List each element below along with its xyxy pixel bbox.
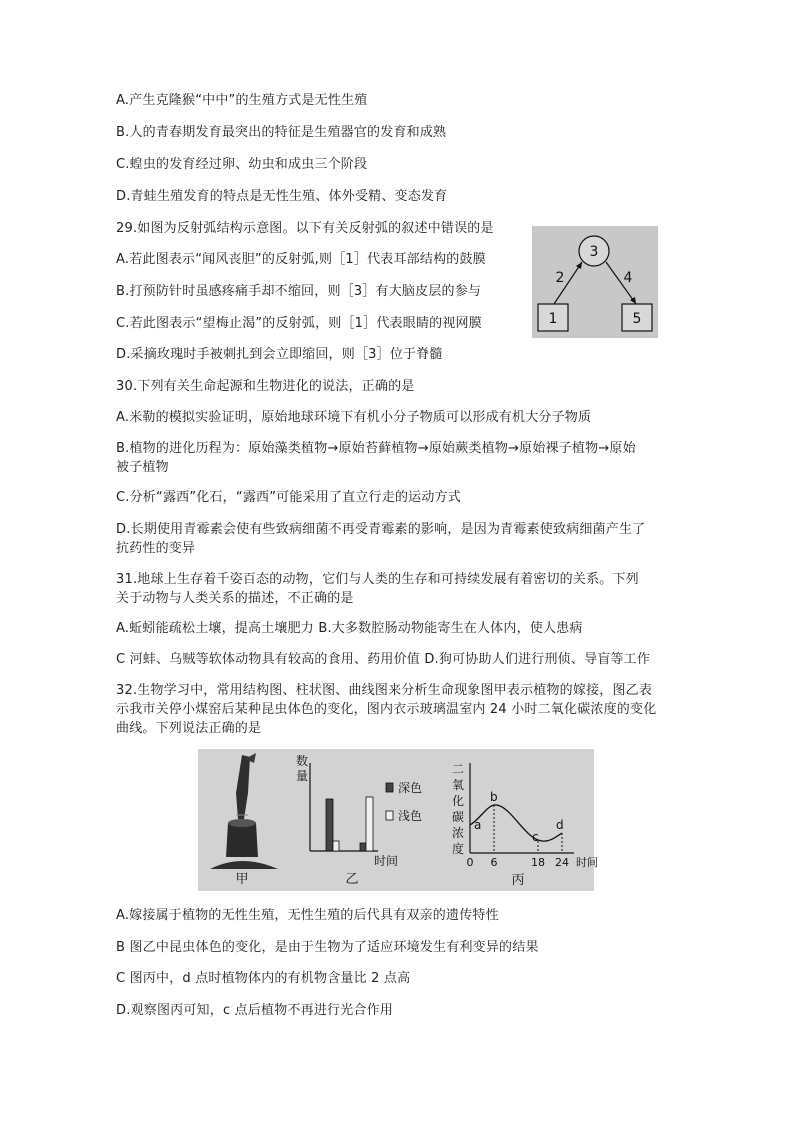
yi-xlabel: 时间: [373, 854, 399, 868]
q32-stem-line2: 示我市关停小煤窑后某种昆虫体色的变化，图内衣示玻璃温室内 24 小时二氧化碳浓度的变化: [116, 702, 657, 717]
yi-bar-light-after: [366, 797, 373, 851]
q30-option-c: C.分析“露西”化石，“露西”可能采用了直立行走的运动方式: [116, 490, 461, 505]
q32-stem-line1: 32.生物学习中，常用结构图、柱状图、曲线图来分析生命现象图甲表示植物的嫁接，图乙表: [116, 683, 653, 698]
q30-option-d-line1: D.长期使用青霉素会使有些致病细菌不再受青霉素的影响，是因为青霉素使致病细菌产生了: [116, 522, 646, 537]
q29-option-b: B.打预防针时虽感疼痛手却不缩回，则［3］有大脑皮层的参与: [116, 284, 482, 299]
q31-stem-line1: 31.地球上生存着千姿百态的动物，它们与人类的生存和可持续发展有着密切的关系。下列: [116, 572, 639, 587]
bing-ylabel-2: 化: [451, 794, 465, 808]
q31-options-cd: C 河蚌、乌贼等软体动物具有较高的食用、药用价值 D.狗可协助人们进行刑侦、导盲等工作: [116, 652, 651, 667]
q31-options-ab: A.蚯蚓能疏松土壤，提高土壤肥力 B.大多数腔肠动物能寄生在人体内，使人患病: [116, 621, 583, 636]
q28-option-b: B.人的青春期发育最突出的特征是生殖器官的发育和成熟: [116, 125, 447, 140]
q28-option-a: A.产生克隆猴“中中”的生殖方式是无性生殖: [116, 93, 368, 108]
yi-legend-light: 浅色: [398, 809, 423, 823]
yi-legend-dark-swatch: [386, 783, 393, 792]
q30-option-a: A.米勒的模拟实验证明，原始地球环境下有机小分子物质可以形成有机大分子物质: [116, 410, 592, 425]
bing-tick-0: 0: [466, 856, 474, 869]
bing-tick-6: 6: [490, 856, 498, 869]
yi-bar-light-before: [333, 841, 339, 851]
bing-tick-24: 24: [555, 856, 569, 869]
q32-option-d: D.观察图丙可知，c 点后植物不再进行光合作用: [116, 1003, 394, 1018]
q30-option-b-line2: 被子植物: [116, 460, 169, 475]
reflex-label-2: 2: [555, 270, 565, 286]
caption-jia: 甲: [235, 872, 249, 887]
yi-legend-light-swatch: [386, 811, 393, 820]
bing-ylabel-1: 氧: [451, 778, 465, 792]
bing-tick-18: 18: [531, 856, 545, 869]
yi-bar-dark-after: [360, 843, 366, 851]
caption-bing: 丙: [511, 873, 525, 888]
reflex-arc-figure: [532, 226, 658, 338]
q29-option-a: A.若此图表示“闻风丧胆”的反射弧,则［1］代表耳部结构的鼓膜: [116, 252, 486, 267]
q32-option-a: A.嫁接属于植物的无性生殖，无性生殖的后代具有双亲的遗传特性: [116, 908, 499, 923]
bing-ylabel-5: 度: [451, 842, 465, 856]
yi-ylabel-2: 量: [295, 769, 309, 783]
bing-xlabel: 时间: [576, 856, 598, 869]
q30-option-b-line1: B.植物的进化历程为：原始藻类植物→原始苔藓植物→原始蕨类植物→原始裸子植物→原始: [116, 441, 636, 456]
bing-point-d: d: [556, 818, 564, 832]
reflex-label-5: 5: [632, 311, 642, 327]
q32-stem-line3: 曲线。下列说法正确的是: [116, 721, 262, 736]
figure-background: [198, 749, 594, 891]
q28-option-c: C.蝗虫的发育经过卵、幼虫和成虫三个阶段: [116, 157, 368, 172]
bing-point-b: b: [490, 790, 498, 804]
bing-ylabel-0: 二: [451, 762, 465, 776]
bing-ylabel-4: 浓: [451, 826, 465, 840]
q30-stem: 30.下列有关生命起源和生物进化的说法，正确的是: [116, 379, 415, 394]
reflex-label-3: 3: [589, 244, 599, 260]
q29-option-d: D.采摘玫瑰时手被刺扎到会立即缩回，则［3］位于脊髓: [116, 347, 443, 362]
q32-option-b: B 图乙中昆虫体色的变化，是由于生物为了适应环境发生有利变异的结果: [116, 940, 539, 955]
q29-option-c: C.若此图表示“望梅止渴”的反射弧，则［1］代表眼睛的视网膜: [116, 316, 482, 331]
yi-ylabel-1: 数: [295, 754, 309, 768]
yi-bar-dark-before: [326, 799, 333, 851]
bing-point-c: c: [532, 830, 539, 844]
q32-figure-panel: [198, 749, 598, 891]
yi-legend-dark: 深色: [398, 781, 423, 795]
reflex-label-4: 4: [623, 270, 633, 286]
q29-stem: 29.如图为反射弧结构示意图。以下有关反射弧的叙述中错误的是: [116, 221, 494, 236]
q28-option-d: D.青蛙生殖发育的特点是无性生殖、体外受精、变态发育: [116, 189, 448, 204]
bing-point-a: a: [474, 818, 482, 832]
caption-yi: 乙: [345, 872, 359, 887]
bing-ylabel-3: 碳: [451, 810, 465, 824]
reflex-label-1: 1: [548, 311, 558, 327]
q30-option-d-line2: 抗药性的变异: [116, 541, 196, 556]
q32-option-c: C 图丙中，d 点时植物体内的有机物含量比 2 点高: [116, 971, 411, 986]
q31-stem-line2: 关于动物与人类关系的描述，不正确的是: [116, 591, 354, 606]
